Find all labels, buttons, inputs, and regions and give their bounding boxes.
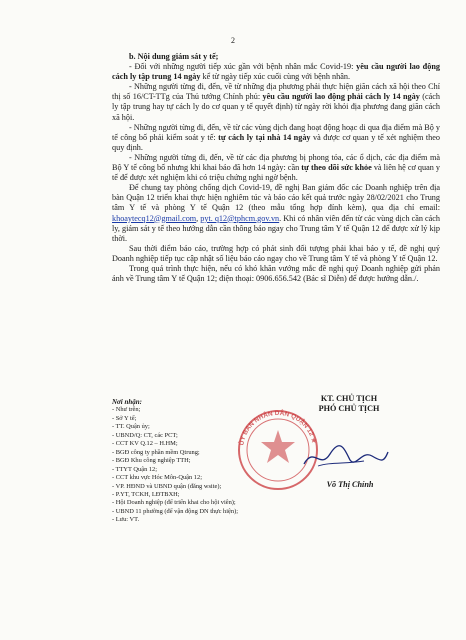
text-segment: . Khi có nhân viên đến từ các vùng dịch cần cách ly, giám sát y tế theo hướng dẫn cần thông báo ngay cho Trung tâm Y tế Quận 12 để được xử lý kịp thời. xyxy=(112,213,440,243)
recipients-list xyxy=(112,398,322,525)
recipient-item: - BGĐ Khu công nghiệp TTH; xyxy=(112,457,191,465)
document-body xyxy=(112,52,440,284)
recipient-item: - Như trên; xyxy=(112,406,141,414)
page-number: 2 xyxy=(231,36,235,45)
signer-name: Võ Thị Chính xyxy=(326,480,374,489)
recipient-item: - P.YT, TCKH, LĐTBXH; xyxy=(112,490,180,498)
recipient-item: - TTYT Quận 12; xyxy=(112,465,158,473)
paragraph-contact: Trong quá trình thực hiện, nếu có khó khăn vướng mắc đề nghị quý Doanh nghiệp gửi phản ánh về Trung tâm Y tế Quận 12; điện thoại: 0906.656.542 (Bác sĩ Diễn) để được hướng dẫn./. xyxy=(112,263,440,284)
text-segment: - Đối với những người tiếp xúc gần với bệnh nhân mắc Covid-19: xyxy=(129,62,357,72)
svg-text:ỦY BAN NHÂN DÂN QUẬN 12 ★: ỦY BAN NHÂN DÂN QUẬN 12 ★ xyxy=(238,409,318,446)
text-segment: (cách ly tập trung hay tự cách ly do cơ quan y tế quyết định) từ ngày rời khỏi địa phương đang giãn cách xã hội. xyxy=(112,92,440,122)
recipients-heading: Nơi nhận: xyxy=(112,398,143,406)
paragraph-epidemic-zones xyxy=(112,123,440,153)
recipient-item: - TT. Quận ủy; xyxy=(112,423,150,431)
emphasis-text: tự theo dõi sức khỏe xyxy=(301,163,372,173)
emphasis-text: yêu cầu người lao động cách ly tập trung 14 ngày xyxy=(112,62,440,82)
text-segment: - Những người từng đi, đến, về từ những địa phương phải thực hiện giãn cách xã hội theo Chỉ thị số 16/CT-TTg của Thủ tướng Chính phủ: xyxy=(112,82,440,102)
signer-title-1: KT. CHỦ TỊCH xyxy=(320,394,378,403)
text-segment: - Những người từng đi, đến, về từ các địa phương bị phong tỏa, các ổ dịch, các địa điểm mà Bộ Y tế công bố nhưng khi khai báo đã hơn 14 ngày: cần xyxy=(112,152,440,173)
paragraph-request xyxy=(112,183,440,244)
text-segment: và được cơ quan y tế xét nghiệm theo quy định. xyxy=(112,132,441,152)
paragraph-update-report: Sau thời điểm báo cáo, trường hợp có phát sinh đối tượng phải khai báo y tế, đề nghị quý Doanh nghiệp tiếp tục cập nhật số liệu báo cáo ngay cho về Trung tâm Y tế và phòng Y tế Quận 12. xyxy=(112,243,440,263)
recipient-item: - VP. HĐND và UBND quận (đăng wsite); xyxy=(112,482,222,490)
emphasis-text: tự cách ly tại nhà 14 ngày xyxy=(218,132,311,142)
recipient-item: - CCT KV Q.12 – H.HM; xyxy=(112,440,178,448)
text-segment: và liên hệ cơ quan y tế để được xét nghiệm khi có triệu chứng nghi ngờ bệnh. xyxy=(112,163,440,183)
text-segment: - Những người từng đi, đến, về từ các vùng dịch đang hoạt động hoạc di qua địa điểm mà Bộ y tế công bố phải kiểm soát y tế: xyxy=(112,122,440,142)
section-b-heading: b. Nội dung giám sát y tế; xyxy=(129,52,219,61)
email-link-2[interactable]: pyt. q12@tphcm.gov.vn xyxy=(200,213,280,223)
recipient-item: - Hội Doanh nghiệp (để triển khai cho hội viên); xyxy=(112,499,236,507)
recipient-item: - Lưu: VT. xyxy=(112,516,140,524)
recipient-item: - UBND 11 phường (để vận động DN thực hiện); xyxy=(112,507,238,515)
text-segment: , xyxy=(196,213,201,223)
recipient-item: - Sở Y tế; xyxy=(112,414,137,422)
recipient-item: - BGĐ công ty phần mềm Qtrung; xyxy=(112,448,200,456)
emphasis-text: yêu cầu người lao động phải cách ly 14 ngày xyxy=(262,92,420,102)
recipient-item: - CCT khu vực Hóc Môn-Quận 12; xyxy=(112,474,202,482)
paragraph-close-contacts xyxy=(112,62,440,82)
recipient-item: - UBND/Q: CT, các PCT; xyxy=(112,431,178,439)
paragraph-social-distancing xyxy=(112,82,440,122)
paragraph-lockdown-areas xyxy=(112,153,440,183)
text-segment: Để chung tay phòng chống dịch Covid-19, đề nghị Ban giám đốc các Doanh nghiệp trên địa bàn Quận 12 triển khai thực hiện nghiêm túc và báo cáo kết quả trước ngày 28/02/2021 cho Trung tâm Y tế và phòng Y tế Quận 12 (theo mẫu tổng hợp đính kèm), qua địa chỉ email: xyxy=(112,183,440,213)
email-link-1[interactable]: khoaytecq12@gmail.com xyxy=(112,213,197,223)
text-segment: kể từ ngày tiếp xúc cuối cùng với bệnh nhân. xyxy=(200,72,350,82)
signer-title-2: PHÓ CHỦ TỊCH xyxy=(318,404,380,413)
